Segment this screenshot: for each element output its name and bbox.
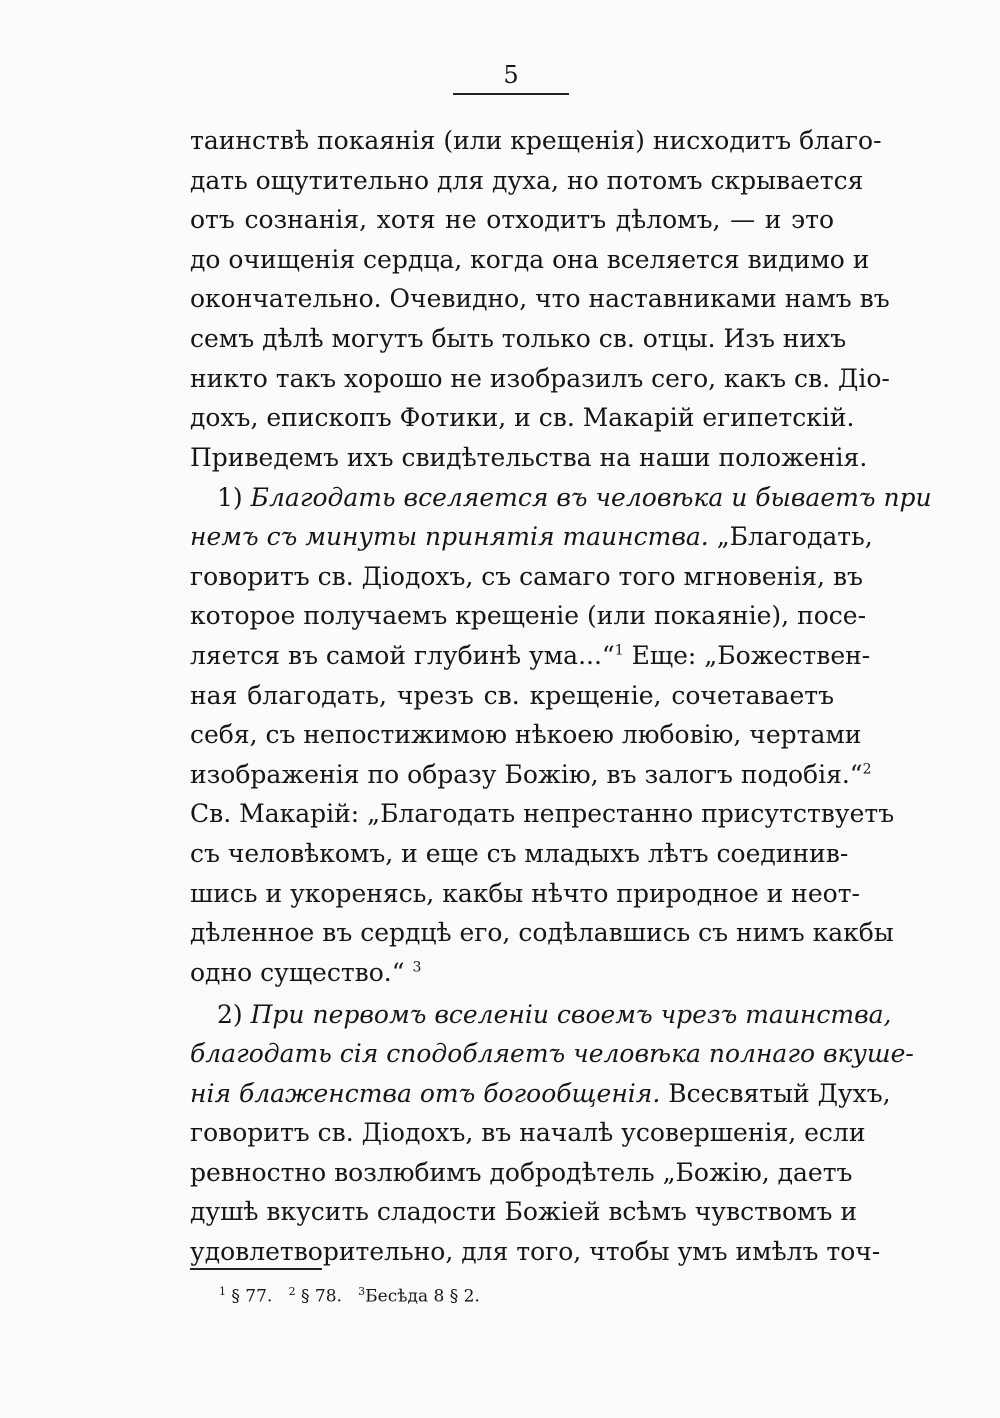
point-2-italic-text: При первомъ вселеніи своемъ чрезъ таинства, <box>250 1000 892 1029</box>
point-1-marker: 1) <box>217 483 243 512</box>
text-line: ревностно возлюбимъ добродѣтель „Божію, даетъ <box>190 1158 853 1187</box>
text-segment: Еще: „Божествен- <box>631 641 871 670</box>
footnote-text: Бесѣда 8 § 2. <box>365 1286 480 1307</box>
text-line: семъ дѣлѣ могутъ быть только св. отцы. Изъ нихъ <box>190 324 847 353</box>
footnotes <box>219 1279 480 1310</box>
text-line: говоритъ св. Діодохъ, съ самаго того мгновенія, въ <box>190 562 863 591</box>
text-line: Св. Макарій: „Благодать непрестанно присутствуетъ <box>190 799 895 828</box>
text-line: которое получаемъ крещеніе (или покаяніе), посе- <box>190 601 867 630</box>
text-line: себя, съ непостижимою нѣкоею любовію, чертами <box>190 720 862 749</box>
footnote-text: § 77. <box>231 1286 273 1307</box>
text-line: дохъ, епископъ Фотики, и св. Макарій египетскій. <box>190 403 855 432</box>
point-2-italic-text: благодать сія сподобляетъ человѣка полнаго вкуше- <box>190 1039 914 1068</box>
text-segment: изображенія по образу Божію, въ залогъ подобія.“ <box>190 760 863 789</box>
footnote-mark: 1 <box>219 1285 226 1298</box>
footnote-mark: 2 <box>288 1285 296 1298</box>
header-rule <box>453 93 569 95</box>
text-line: душѣ вкусить сладости Божіей всѣмъ чувствомъ и <box>190 1197 858 1226</box>
footnote-ref: 3 <box>412 959 422 976</box>
text-segment: ляется въ самой глубинѣ ума...“ <box>190 641 615 670</box>
point-1-heading-line <box>190 517 873 557</box>
text-line: до очищенія сердца, когда она вселяется видимо и <box>190 245 870 274</box>
footnote-text: § 78. <box>300 1286 342 1307</box>
point-2-heading-line <box>190 1074 891 1114</box>
point-2-heading-line <box>190 1034 914 1074</box>
text-line: шись и укоренясь, какбы нѣчто природное и неот- <box>190 879 860 908</box>
text-segment: одно существо.“ <box>190 958 405 987</box>
text-line: дѣленное въ сердцѣ его, содѣлавшись съ нимъ какбы <box>190 918 894 947</box>
footnote-ref: 1 <box>614 642 624 659</box>
text-line: ная благодать, чрезъ св. крещеніе, сочетаваетъ <box>190 681 834 710</box>
text-line <box>190 953 834 993</box>
text-line: отъ сознанія, хотя не отходитъ дѣломъ, — и это <box>190 205 834 234</box>
text-line: таинствѣ покаянія (или крещенія) нисходитъ благо- <box>190 126 882 155</box>
point-2-marker: 2) <box>217 1000 243 1029</box>
quote-start: „Благодать, <box>716 522 873 551</box>
text-line: съ человѣкомъ, и еще съ младыхъ лѣтъ соединив- <box>190 839 849 868</box>
text-line <box>190 755 872 795</box>
point-2-italic-text: нія блаженства отъ богообщенія. <box>190 1079 661 1108</box>
text-line: Приведемъ ихъ свидѣтельства на наши положенія. <box>190 443 868 472</box>
footnote-ref: 2 <box>862 761 872 778</box>
point-1-italic-text: немъ съ минуты принятія таинства. <box>190 522 709 551</box>
text-line: окончательно. Очевидно, что наставниками намъ въ <box>190 284 890 313</box>
text-line: никто такъ хорошо не изобразилъ сего, какъ св. Діо- <box>190 364 890 393</box>
text-line: удовлетворительно, для того, чтобы умъ имѣлъ точ- <box>190 1237 881 1266</box>
page-number: 5 <box>503 61 519 89</box>
footnote-rule <box>190 1268 322 1270</box>
point-1-heading-line <box>217 478 932 518</box>
footnote-mark: 3 <box>358 1285 366 1298</box>
point-1-italic-text: Благодать вселяется въ человѣка и бываетъ при <box>250 483 932 512</box>
point-2-heading-line <box>217 995 892 1035</box>
text-line <box>190 636 871 676</box>
text-line: дать ощутительно для духа, но потомъ скрывается <box>190 166 864 195</box>
text-segment: Всесвятый Духъ, <box>668 1079 891 1108</box>
text-line: говоритъ св. Діодохъ, въ началѣ усовершенія, если <box>190 1118 866 1147</box>
